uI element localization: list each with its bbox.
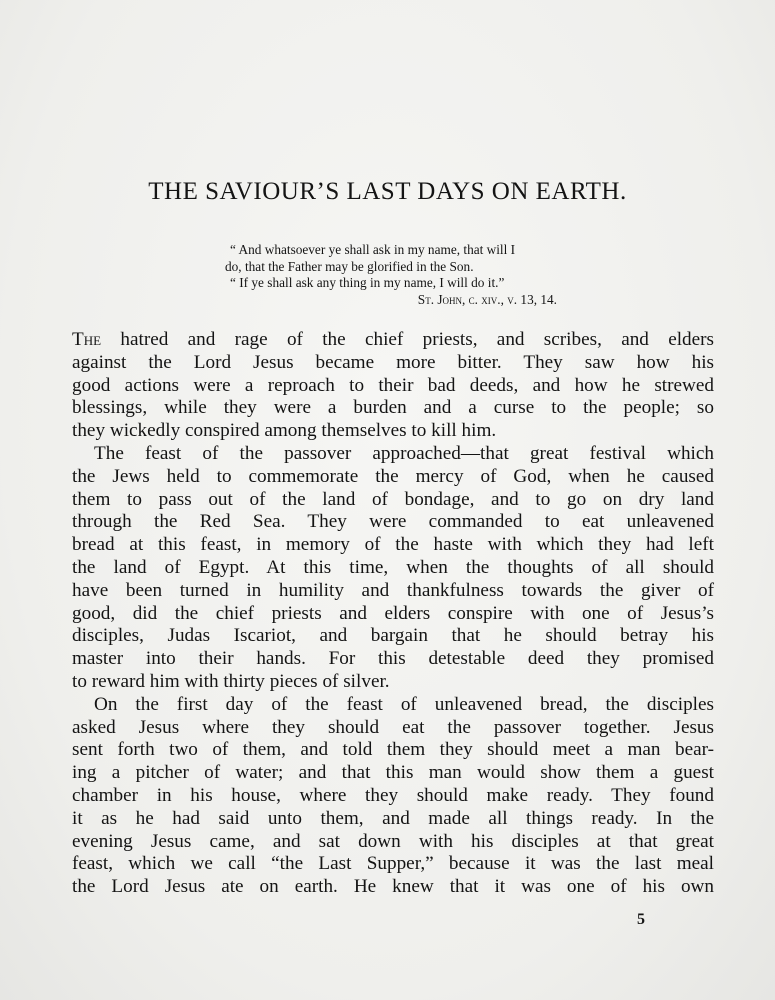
text-line-content: hatred and rage of the chief priests, and scribes, and elders	[120, 329, 715, 350]
text-line: blessings, while they were a burden and a curse to the people; so	[72, 397, 714, 419]
text-line: good actions were a reproach to their bad deeds, and how he strewed	[72, 374, 714, 396]
text-line: through the Red Sea. They were commanded to eat unleavened	[72, 511, 714, 533]
text-line: the Jews held to commemorate the mercy of God, when he caused	[72, 465, 714, 487]
text-line: master into their hands. For this detestable deed they promised	[72, 648, 714, 670]
epigraph-line: “ And whatsoever ye shall ask in my name, that will I	[230, 242, 516, 257]
body-text	[72, 329, 714, 899]
epigraph	[225, 242, 565, 308]
text-line: chamber in his house, where they should make ready. They found	[72, 784, 714, 806]
text-line: evening Jesus came, and sat down with his disciples at that great	[72, 830, 714, 852]
epigraph-citation: St. John, c. xiv., v. 13, 14.	[417, 291, 557, 307]
text-line: disciples, Judas Iscariot, and bargain that he should betray his	[72, 625, 714, 647]
text-line: ing a pitcher of water; and that this man would show them a guest	[72, 762, 714, 784]
text-line: feast, which we call “the Last Supper,” because it was the last meal	[72, 853, 714, 875]
first-word: The	[72, 329, 102, 350]
text-line: On the first day of the feast of unleavened bread, the disciples	[94, 693, 714, 715]
text-line: sent forth two of them, and told them they should meet a man bear-	[72, 739, 714, 761]
epigraph-line: do, that the Father may be glorified in the Son.	[225, 258, 474, 274]
text-line: the Lord Jesus ate on earth. He knew that it was one of his own	[72, 876, 714, 898]
text-line: the land of Egypt. At this time, when the thoughts of all should	[72, 556, 714, 578]
text-line: asked Jesus where they should eat the passover together. Jesus	[72, 716, 714, 738]
text-line	[72, 329, 714, 352]
text-line: against the Lord Jesus became more bitter. They saw how his	[72, 351, 714, 373]
text-line: to reward him with thirty pieces of silver.	[72, 670, 390, 692]
text-line: bread at this feast, in memory of the haste with which they had left	[72, 534, 714, 556]
chapter-title: THE SAVIOUR’S LAST DAYS ON EARTH.	[148, 178, 627, 205]
page-number: 5	[637, 911, 645, 928]
text-line: them to pass out of the land of bondage, and to go on dry land	[72, 488, 714, 510]
text-line: good, did the chief priests and elders conspire with one of Jesus’s	[72, 602, 714, 624]
text-line: The feast of the passover approached—that great festival which	[94, 442, 714, 464]
text-line: have been turned in humility and thankfulness towards the giver of	[72, 579, 714, 601]
text-line: it as he had said unto them, and made all things ready. In the	[72, 807, 714, 829]
epigraph-line: “ If ye shall ask any thing in my name, I will do it.”	[230, 275, 505, 290]
text-line: they wickedly conspired among themselves to kill him.	[72, 420, 497, 442]
